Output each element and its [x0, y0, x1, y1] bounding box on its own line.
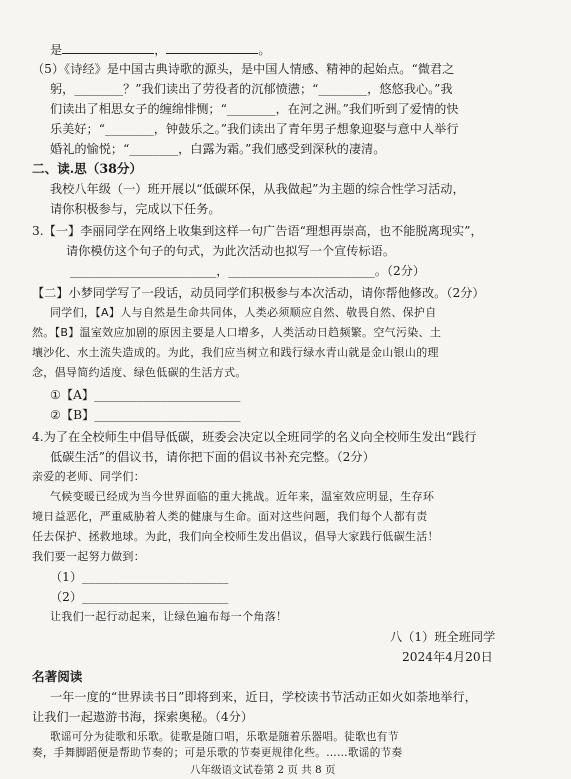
blank[interactable]	[166, 41, 258, 54]
text-line: 【二】小梦同学写了一段话，动员同学们积极参与本次活动，请你帮他修改。（2分）	[32, 286, 485, 300]
answer-2[interactable]: （2）________________________	[50, 590, 229, 604]
passage-line: 歌谣可分为徒歌和乐歌。徒歌是随口唱，乐歌是随着乐器唱。徒歌也有节	[50, 731, 399, 743]
question-4: 4.为了在全校师生中倡导低碳，班委会决定以全班同学的名义向全校师生发出“践行	[32, 430, 477, 444]
question-3: 3.【一】李丽同学在网络上收集到这样一句广告语“理想再崇高，也不能脱离现实”，	[32, 224, 483, 238]
letter-line: 任去保护、拯救地球。为此，我们向全校师生发出倡议，倡导大家践行低碳生活！	[32, 530, 439, 543]
text-line: 让我们一起遨游书海，探索奥秘。（4分）	[32, 710, 254, 724]
letter-line: 我们要一起努力做到：	[32, 550, 145, 563]
text-line: 同学们，【A】人与自然是生命共同体，人类必须顺应自然、敬畏自然、保护自	[50, 306, 437, 319]
answer-blank-line[interactable]: ________________________，________________________。（2分）	[70, 264, 426, 278]
text-line: 我校八年级（一）班开展以“低碳环保，从我做起”为主题的综合性学习活动，	[50, 182, 465, 196]
text-line: 然。【B】温室效应加剧的原因主要是人口增多，人类活动日趋频繁。空气污染、土	[32, 326, 442, 339]
letter-date: 2024年4月20日	[402, 650, 493, 664]
text-line: 请你积极参与，完成以下任务。	[50, 202, 221, 216]
text-line: （5）《诗经》是中国古典诗歌的源头，是中国人情感、精神的起始点。“微君之	[32, 62, 455, 76]
text-line: 躬，________？”我们读出了劳役者的沉郁愤懑；“________，悠悠我心。”我	[50, 82, 453, 96]
passage-line: 奏，手舞脚蹈便是帮助节奏的；可是乐歌的节奏更规律化些。……歌谣的节奏	[32, 747, 403, 759]
letter-closing: 让我们一起行动起来，让绿色遍布每一个角落！	[50, 610, 288, 623]
blank[interactable]	[62, 41, 154, 54]
text-line: 乐美好；“________，钟鼓乐之。”我们读出了青年男子想象迎娶与意中人举行	[50, 122, 459, 136]
line-1: 是 ， 。	[50, 43, 271, 57]
letter-greeting: 亲爱的老师、同学们：	[32, 470, 145, 483]
letter-line: 气候变暖已经成为当今世界面临的重大挑战。近年来，温室效应明显，生存环	[50, 490, 435, 503]
answer-b[interactable]: ②【B】________________________	[50, 408, 241, 422]
text-line: 们读出了相思女子的缠绵悱恻；“________，在河之洲。”我们听到了爱情的快	[50, 102, 459, 116]
text-line: 请你模仿这个句子的句式，为此次活动也拟写一个宣传标语。	[66, 244, 396, 258]
text-line: 壤沙化、水土流失造成的。为此，我们应当树立和践行绿水青山就是金山银山的理	[32, 346, 439, 359]
section-heading: 名著阅读	[32, 669, 83, 684]
letter-line: 境日益恶化，严重威胁着人类的健康与生命。面对这些问题，我们每个人都有责	[32, 510, 428, 523]
answer-a[interactable]: ①【A】________________________	[50, 388, 241, 402]
page-footer: 八年级语文试卷第 2 页 共 8 页	[190, 764, 336, 776]
text-line: 婚礼的愉悦；“________，白露为霜。”我们感受到深秋的凄清。	[50, 142, 386, 156]
text-line: 念，倡导简约适度、绿色低碳的生活方式。	[32, 366, 247, 379]
text-line: 一年一度的“世界读书日”即将到来，近日，学校读书节活动正如火如荼地举行，	[50, 690, 477, 704]
text-line: 低碳生活”的倡议书，请你把下面的倡议书补充完整。（2分）	[50, 450, 375, 464]
letter-signature: 八（1）班全班同学	[390, 630, 496, 644]
section-heading: 二、读.思（38分）	[32, 161, 143, 176]
answer-1[interactable]: （1）________________________	[50, 570, 229, 584]
